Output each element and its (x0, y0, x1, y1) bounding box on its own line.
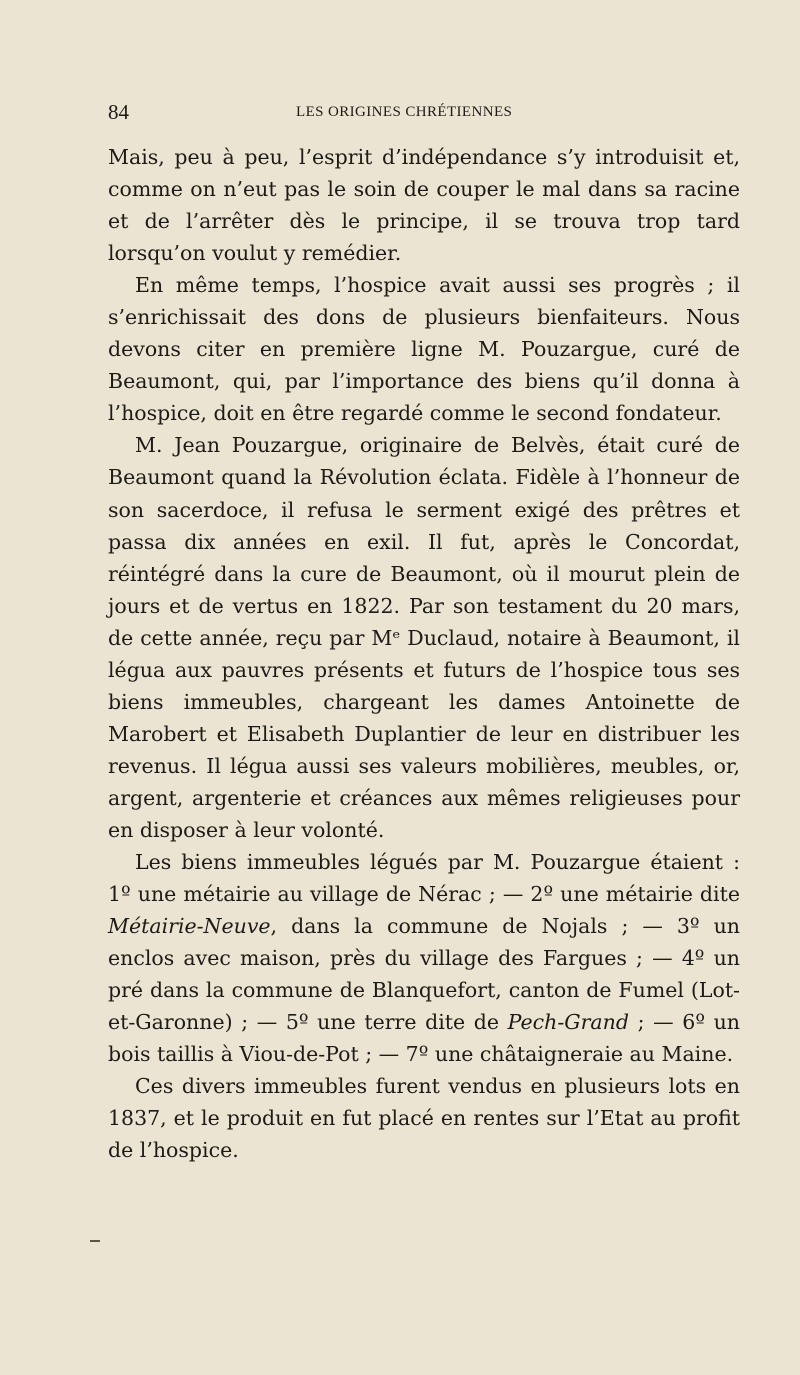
paragraph-4 (108, 846, 740, 1070)
paragraph-4-text-c: , dans la commune de Nojals ; — 3º un enclos avec maison, près du village des Fargues ; — 4º un pré dans la commune de Blanquefort, canton de Fumel (Lot-et-Garonne) ; — 5º une terre dite de (108, 914, 740, 1035)
place-name-metairie-neuve: Métairie-Neuve (108, 914, 271, 939)
place-name-pech-grand: Pech-Grand (507, 1010, 629, 1035)
paragraph-2: En même temps, l’hospice avait aussi ses progrès ; il s’enrichissait des dons de plusieurs bienfaiteurs. Nous devons citer en première ligne M. Pouzargue, curé de Beaumont, qui, par l’importance des biens qu’il donna à l’hospice, doit en être regardé comme le second fondateur. (108, 273, 740, 426)
margin-mark (90, 1240, 100, 1242)
page-number: 84 (108, 100, 129, 124)
paragraph-5: Ces divers immeubles furent vendus en plusieurs lots en 1837, et le produit en fut placé en rentes sur l’Etat au profit de l’hospice. (108, 1074, 740, 1163)
page-header (108, 100, 738, 128)
paragraph-1: Mais, peu à peu, l’esprit d’indépendance s’y introduisit et, comme on n’eut pas le soin de couper le mal dans sa racine et de l’arrêter dès le principe, il se trouva trop tard lorsqu’on voulut y remédier. (108, 145, 740, 266)
body-text (108, 141, 740, 1167)
running-head: LES ORIGINES CHRÉTIENNES (296, 104, 513, 120)
paragraph-3: M. Jean Pouzargue, originaire de Belvès, était curé de Beaumont quand la Révolution éclata. Fidèle à l’honneur de son sacerdoce, il refusa le serment exigé des prêtres et passa dix années en exil. Il fut, après le Concordat, réintégré dans la cure de Beaumont, où il mourut plein de jours et de vertus en 1822. Par son testament du 20 mars, de cette année, reçu par Mᵉ Duclaud, notaire à Beaumont, il légua aux pauvres présents et futurs de l’hospice tous ses biens immeubles, chargeant les dames Antoinette de Marobert et Elisabeth Duplantier de leur en distribuer les revenus. Il légua aussi ses valeurs mobilières, meubles, or, argent, argenterie et créances aux mêmes religieuses pour en disposer à leur volonté. (108, 433, 740, 842)
paragraph-4-text-a: Les biens immeubles légués par M. Pouzargue étaient : 1º une métairie au village de Nérac ; — 2º une métairie dite (108, 850, 740, 907)
paragraph-4-text-e: ; — 6º un bois taillis à Viou-de-Pot ; — 7º une châtaigneraie au Maine. (108, 1010, 740, 1067)
